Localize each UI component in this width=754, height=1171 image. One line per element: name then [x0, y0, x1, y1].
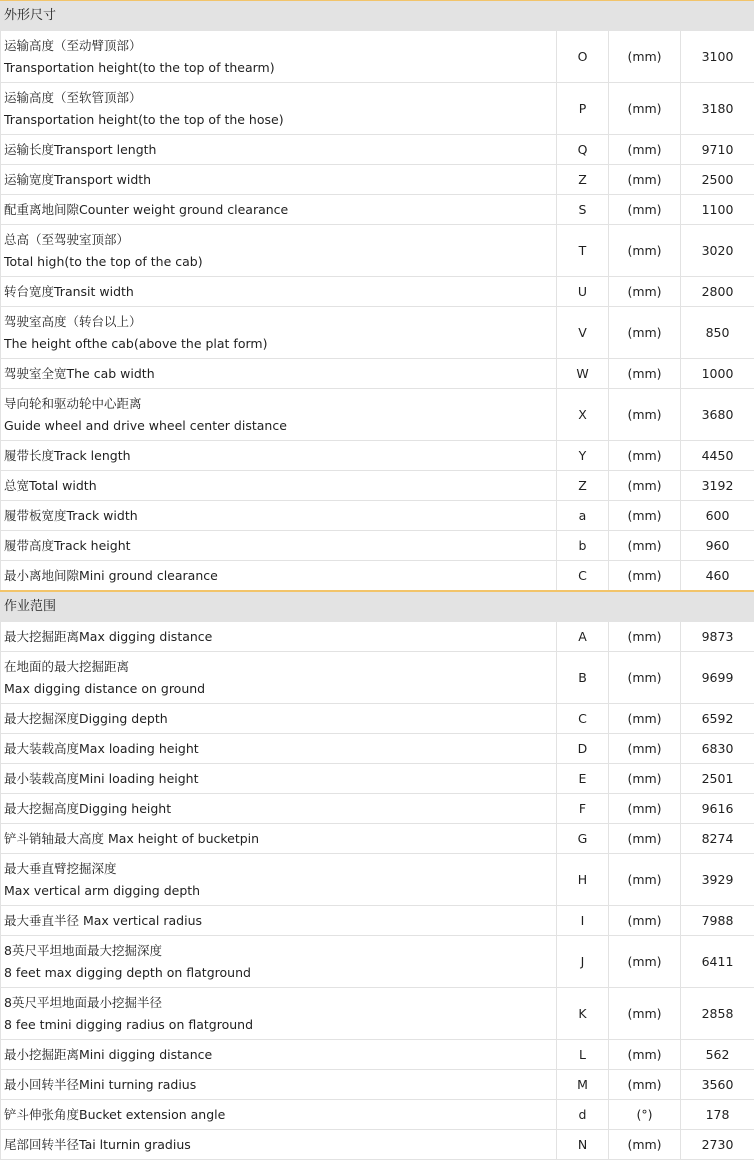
- spec-value: 2501: [681, 764, 754, 794]
- spec-unit: (mm): [609, 359, 681, 389]
- spec-description: [1, 277, 557, 307]
- description-line: 最小回转半径Mini turning radius: [4, 1076, 197, 1092]
- description-line: 最大挖掘深度Digging depth: [4, 710, 168, 726]
- description-line: 在地面的最大挖掘距离: [4, 658, 130, 674]
- spec-value: 600: [681, 501, 754, 531]
- spec-description: [1, 195, 557, 225]
- description-line: 最小离地间隙Mini ground clearance: [4, 567, 218, 583]
- spec-description: [1, 501, 557, 531]
- description-line: The height ofthe cab(above the plat form): [4, 335, 268, 351]
- spec-unit: (mm): [609, 83, 681, 135]
- spec-unit: (mm): [609, 1040, 681, 1070]
- spec-value: 1100: [681, 195, 754, 225]
- spec-value: 3100: [681, 31, 754, 83]
- table-row: [1, 31, 754, 83]
- table-row: [1, 1130, 754, 1160]
- spec-symbol: Z: [557, 471, 609, 501]
- spec-symbol: T: [557, 225, 609, 277]
- spec-symbol: a: [557, 501, 609, 531]
- table-row: [1, 441, 754, 471]
- spec-value: 2730: [681, 1130, 754, 1160]
- spec-value: 3680: [681, 389, 754, 441]
- spec-description: [1, 441, 557, 471]
- description-line: 运输高度（至软管顶部）: [4, 89, 142, 105]
- table-row: [1, 277, 754, 307]
- spec-unit: (mm): [609, 277, 681, 307]
- table-row: [1, 1040, 754, 1070]
- table-row: [1, 854, 754, 906]
- spec-symbol: P: [557, 83, 609, 135]
- description-line: 8英尺平坦地面最小挖掘半径: [4, 994, 162, 1010]
- spec-unit: (mm): [609, 195, 681, 225]
- spec-description: [1, 622, 557, 652]
- spec-description: [1, 31, 557, 83]
- spec-unit: (mm): [609, 824, 681, 854]
- spec-unit: (mm): [609, 622, 681, 652]
- description-line: 履带高度Track height: [4, 537, 131, 553]
- spec-description: [1, 764, 557, 794]
- description-line: 铲斗伸张角度Bucket extension angle: [4, 1106, 226, 1122]
- spec-value: 8274: [681, 824, 754, 854]
- spec-description: [1, 734, 557, 764]
- table-row: [1, 389, 754, 441]
- description-line: 运输长度Transport length: [4, 141, 157, 157]
- spec-symbol: Z: [557, 165, 609, 195]
- spec-symbol: Q: [557, 135, 609, 165]
- description-line: 8 feet max digging depth on flatground: [4, 964, 251, 980]
- section-title: 作业范围: [1, 591, 754, 622]
- table-row: [1, 359, 754, 389]
- spec-symbol: C: [557, 561, 609, 592]
- description-line: Transportation height(to the top of thearm): [4, 59, 275, 75]
- table-row: [1, 906, 754, 936]
- spec-value: 2500: [681, 165, 754, 195]
- section-header: [1, 1, 754, 31]
- description-line: Total high(to the top of the cab): [4, 253, 203, 269]
- spec-table-body: [1, 1, 754, 1160]
- spec-description: [1, 824, 557, 854]
- spec-unit: (mm): [609, 1070, 681, 1100]
- spec-symbol: E: [557, 764, 609, 794]
- spec-symbol: A: [557, 622, 609, 652]
- spec-symbol: W: [557, 359, 609, 389]
- spec-description: [1, 531, 557, 561]
- description-line: 配重离地间隙Counter weight ground clearance: [4, 201, 289, 217]
- spec-description: [1, 1100, 557, 1130]
- spec-description: [1, 471, 557, 501]
- description-line: 尾部回转半径Tai lturnin gradius: [4, 1136, 191, 1152]
- spec-value: 2858: [681, 988, 754, 1040]
- spec-value: 9616: [681, 794, 754, 824]
- spec-unit: (mm): [609, 531, 681, 561]
- spec-unit: (mm): [609, 652, 681, 704]
- table-row: [1, 83, 754, 135]
- description-line: 最大挖掘高度Digging height: [4, 800, 172, 816]
- spec-unit: (mm): [609, 988, 681, 1040]
- spec-symbol: J: [557, 936, 609, 988]
- description-line: Max vertical arm digging depth: [4, 882, 201, 898]
- spec-unit: (mm): [609, 561, 681, 592]
- table-row: [1, 501, 754, 531]
- description-line: 运输宽度Transport width: [4, 171, 152, 187]
- spec-description: [1, 988, 557, 1040]
- spec-description: [1, 307, 557, 359]
- spec-description: [1, 794, 557, 824]
- description-line: 履带长度Track length: [4, 447, 131, 463]
- spec-symbol: S: [557, 195, 609, 225]
- spec-description: [1, 906, 557, 936]
- spec-value: 3020: [681, 225, 754, 277]
- spec-value: 9699: [681, 652, 754, 704]
- table-row: [1, 195, 754, 225]
- spec-value: 9873: [681, 622, 754, 652]
- spec-value: 460: [681, 561, 754, 592]
- spec-symbol: O: [557, 31, 609, 83]
- description-line: 8 fee tmini digging radius on flatground: [4, 1016, 253, 1032]
- description-line: 驾驶室全宽The cab width: [4, 365, 155, 381]
- spec-symbol: U: [557, 277, 609, 307]
- description-line: Guide wheel and drive wheel center distance: [4, 417, 287, 433]
- table-row: [1, 936, 754, 988]
- spec-unit: (mm): [609, 135, 681, 165]
- spec-unit: (mm): [609, 31, 681, 83]
- spec-unit: (mm): [609, 854, 681, 906]
- spec-description: [1, 854, 557, 906]
- spec-description: [1, 359, 557, 389]
- spec-value: 1000: [681, 359, 754, 389]
- spec-description: [1, 135, 557, 165]
- spec-symbol: b: [557, 531, 609, 561]
- description-line: 履带板宽度Track width: [4, 507, 138, 523]
- spec-unit: (mm): [609, 501, 681, 531]
- spec-value: 6411: [681, 936, 754, 988]
- description-line: 最大装载高度Max loading height: [4, 740, 199, 756]
- spec-symbol: d: [557, 1100, 609, 1130]
- spec-symbol: M: [557, 1070, 609, 1100]
- spec-unit: (mm): [609, 1130, 681, 1160]
- description-line: 最小装载高度Mini loading height: [4, 770, 199, 786]
- spec-symbol: F: [557, 794, 609, 824]
- spec-description: [1, 165, 557, 195]
- spec-description: [1, 1070, 557, 1100]
- table-row: [1, 734, 754, 764]
- table-row: [1, 764, 754, 794]
- description-line: 总高（至驾驶室顶部）: [4, 231, 130, 247]
- description-line: Max digging distance on ground: [4, 680, 206, 696]
- table-row: [1, 794, 754, 824]
- description-line: 最大垂直半径 Max vertical radius: [4, 912, 203, 928]
- spec-unit: (°): [609, 1100, 681, 1130]
- spec-value: 3180: [681, 83, 754, 135]
- spec-value: 850: [681, 307, 754, 359]
- spec-description: [1, 83, 557, 135]
- table-row: [1, 531, 754, 561]
- spec-unit: (mm): [609, 471, 681, 501]
- spec-value: 7988: [681, 906, 754, 936]
- table-row: [1, 704, 754, 734]
- spec-description: [1, 704, 557, 734]
- section-header: [1, 591, 754, 622]
- spec-value: 2800: [681, 277, 754, 307]
- spec-unit: (mm): [609, 704, 681, 734]
- table-row: [1, 652, 754, 704]
- description-line: 驾驶室高度（转台以上）: [4, 313, 142, 329]
- table-row: [1, 1070, 754, 1100]
- spec-description: [1, 561, 557, 592]
- table-row: [1, 471, 754, 501]
- spec-symbol: H: [557, 854, 609, 906]
- description-line: 运输高度（至动臂顶部）: [4, 37, 142, 53]
- spec-unit: (mm): [609, 764, 681, 794]
- description-line: 铲斗销轴最大高度 Max height of bucketpin: [4, 830, 260, 846]
- spec-value: 6592: [681, 704, 754, 734]
- spec-value: 3192: [681, 471, 754, 501]
- table-row: [1, 135, 754, 165]
- description-line: 总宽Total width: [4, 477, 97, 493]
- table-row: [1, 165, 754, 195]
- spec-value: 3560: [681, 1070, 754, 1100]
- section-title: 外形尺寸: [1, 1, 754, 31]
- table-row: [1, 824, 754, 854]
- spec-symbol: X: [557, 389, 609, 441]
- spec-description: [1, 652, 557, 704]
- spec-value: 4450: [681, 441, 754, 471]
- spec-symbol: L: [557, 1040, 609, 1070]
- spec-symbol: Y: [557, 441, 609, 471]
- spec-symbol: B: [557, 652, 609, 704]
- description-line: 导向轮和驱动轮中心距离: [4, 395, 142, 411]
- description-line: 最小挖掘距离Mini digging distance: [4, 1046, 213, 1062]
- spec-symbol: K: [557, 988, 609, 1040]
- table-row: [1, 561, 754, 592]
- spec-symbol: C: [557, 704, 609, 734]
- spec-description: [1, 225, 557, 277]
- description-line: 转台宽度Transit width: [4, 283, 134, 299]
- spec-description: [1, 389, 557, 441]
- table-row: [1, 225, 754, 277]
- spec-value: 960: [681, 531, 754, 561]
- spec-value: 3929: [681, 854, 754, 906]
- table-row: [1, 1100, 754, 1130]
- spec-value: 9710: [681, 135, 754, 165]
- spec-unit: (mm): [609, 307, 681, 359]
- spec-unit: (mm): [609, 225, 681, 277]
- spec-description: [1, 1130, 557, 1160]
- spec-unit: (mm): [609, 794, 681, 824]
- spec-symbol: D: [557, 734, 609, 764]
- spec-symbol: G: [557, 824, 609, 854]
- spec-value: 178: [681, 1100, 754, 1130]
- spec-unit: (mm): [609, 906, 681, 936]
- spec-description: [1, 936, 557, 988]
- spec-unit: (mm): [609, 441, 681, 471]
- spec-symbol: N: [557, 1130, 609, 1160]
- description-line: 最大垂直臂挖掘深度: [4, 860, 117, 876]
- spec-value: 562: [681, 1040, 754, 1070]
- spec-description: [1, 1040, 557, 1070]
- spec-unit: (mm): [609, 734, 681, 764]
- spec-unit: (mm): [609, 389, 681, 441]
- description-line: Transportation height(to the top of the hose): [4, 111, 284, 127]
- spec-symbol: I: [557, 906, 609, 936]
- table-row: [1, 622, 754, 652]
- table-row: [1, 307, 754, 359]
- table-row: [1, 988, 754, 1040]
- spec-unit: (mm): [609, 936, 681, 988]
- spec-symbol: V: [557, 307, 609, 359]
- description-line: 最大挖掘距离Max digging distance: [4, 628, 213, 644]
- spec-unit: (mm): [609, 165, 681, 195]
- spec-value: 6830: [681, 734, 754, 764]
- description-line: 8英尺平坦地面最大挖掘深度: [4, 942, 162, 958]
